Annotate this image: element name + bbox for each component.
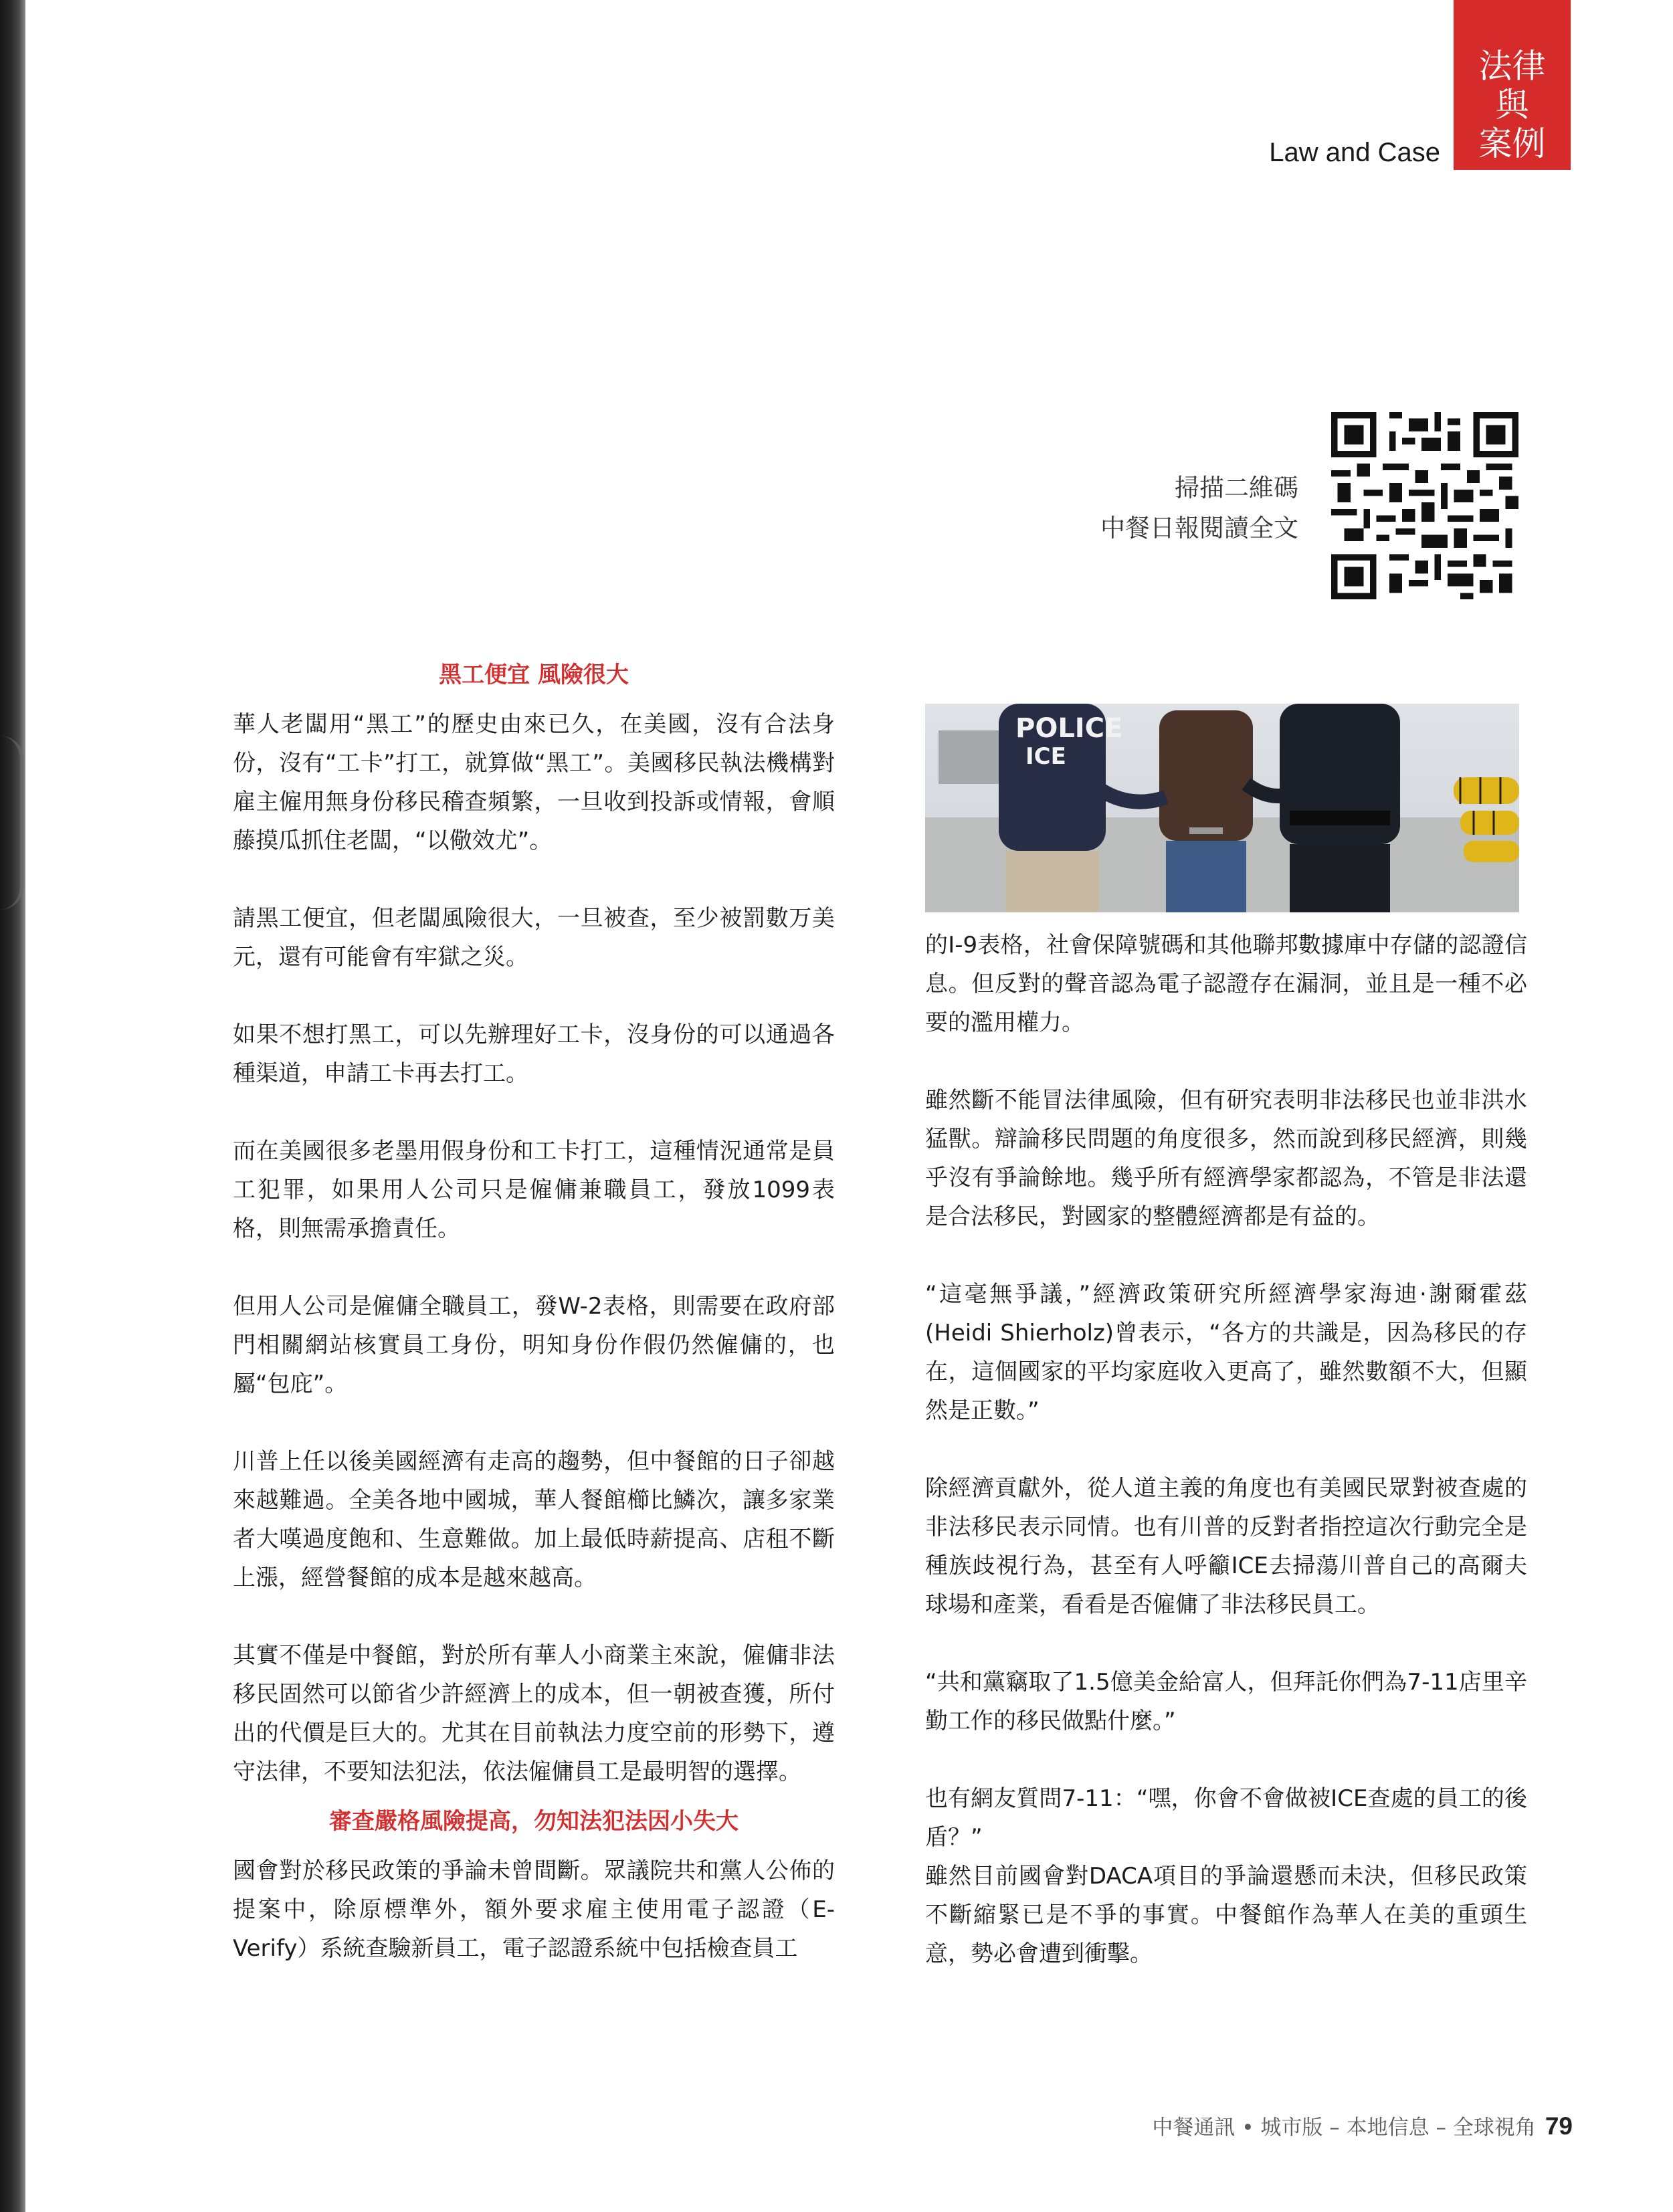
paragraph: 川普上任以後美國經濟有走高的趨勢，但中餐館的日子卻越來越難過。全美各地中國城，華人餐館櫛比鱗次，讓多家業者大嘆過度飽和、生意難做。加上最低時薪提高、店租不斷上漲，經營餐館的成本是越來越高。 bbox=[233, 1448, 835, 1591]
paragraph: 但用人公司是僱傭全職員工，發W-2表格，則需要在政府部門相關網站核實員工身份，明知身份作假仍然僱傭的，也屬“包庇”。 bbox=[233, 1293, 835, 1397]
qr-code-icon[interactable] bbox=[1331, 412, 1518, 599]
section-tag-line-1: 法律 bbox=[1478, 47, 1546, 86]
paragraph: “共和黨竊取了1.5億美金給富人，但拜託你們為7-11店里辛勤工作的移民做點什麼。” bbox=[925, 1669, 1527, 1734]
paragraph: 其實不僅是中餐館，對於所有華人小商業主來說，僱傭非法移民固然可以節省少許經濟上的成本，但一朝被查獲，所付出的代價是巨大的。尤其在目前執法力度空前的形勢下，遵守法律，不要知法犯法，依法僱傭員工是最明智的選擇。 bbox=[233, 1642, 835, 1785]
paragraph: 請黑工便宜，但老闆風險很大，一旦被查，至少被罰數万美元，還有可能會有牢獄之災。 bbox=[233, 905, 835, 971]
section-tag-line-2: 與 bbox=[1495, 86, 1529, 124]
section-tag-line-3: 案例 bbox=[1478, 124, 1546, 163]
section-heading-strict-review: 審查嚴格風險提高，勿知法犯法因小失大 bbox=[329, 1808, 739, 1835]
paragraph: 除經濟貢獻外，從人道主義的角度也有美國民眾對被查處的非法移民表示同情。也有川普的反對者指控這次行動完全是種族歧視行為，甚至有人呼籲ICE去掃蕩川普自己的高爾夫球場和產業，看看是否僱傭了非法移民員工。 bbox=[925, 1475, 1527, 1618]
vest-text-ice: ICE bbox=[1025, 743, 1066, 770]
paragraph: “這毫無爭議，”經濟政策研究所經濟學家海迪·謝爾霍茲(Heidi Shierholz)曾表示，“各方的共識是，因為移民的存在，這個國家的平均家庭收入更高了，雖然數額不大，但顯然是正數。” bbox=[925, 1281, 1527, 1424]
section-heading-cheap-labor: 黑工便宜 風險很大 bbox=[439, 662, 629, 688]
paragraph: 華人老闆用“黑工”的歷史由來已久，在美國，沒有合法身份，沒有“工卡”打工，就算做“黑工”。美國移民執法機構對雇主僱用無身份移民稽查頻繁，一旦收到投訴或情報，會順藤摸瓜抓住老闆，“以儆效尤”。 bbox=[233, 711, 835, 854]
qr-caption bbox=[897, 468, 1298, 548]
page-footer bbox=[1152, 2110, 1573, 2140]
qr-caption-line-2: 中餐日報閱讀全文 bbox=[1100, 514, 1298, 542]
section-tag bbox=[1454, 0, 1571, 170]
paragraph: 雖然目前國會對DACA項目的爭論還懸而未決，但移民政策不斷縮緊已是不爭的事實。中餐館作為華人在美的重頭生意，勢必會遭到衝擊。 bbox=[925, 1863, 1527, 1967]
section-english-title: Law and Case bbox=[1269, 138, 1440, 167]
right-article-column bbox=[925, 926, 1527, 1973]
paragraph: 國會對於移民政策的爭論未曾間斷。眾議院共和黨人公佈的提案中，除原標準外，額外要求雇主使用電子認證（E-Verify）系統查驗新員工，電子認證系統中包括檢查員工 bbox=[233, 1857, 835, 1962]
vest-text-police: POLICE bbox=[1015, 713, 1123, 744]
paragraph: 的I-9表格，社會保障號碼和其他聯邦數據庫中存儲的認證信息。但反對的聲音認為電子認證存在漏洞，並且是一種不必要的濫用權力。 bbox=[925, 932, 1527, 1036]
left-article-column bbox=[233, 656, 835, 1968]
paragraph: 如果不想打黑工，可以先辦理好工卡，沒身份的可以通過各種渠道，申請工卡再去打工。 bbox=[233, 1021, 835, 1087]
page-number: 79 bbox=[1545, 2112, 1573, 2140]
footer-publication: 中餐通訊 • 城市版 – 本地信息 – 全球視角 bbox=[1152, 2116, 1536, 2140]
paragraph: 而在美國很多老墨用假身份和工卡打工，這種情況通常是員工犯罪，如果用人公司只是僱傭兼職員工，發放1099表格，則無需承擔責任。 bbox=[233, 1138, 835, 1242]
qr-caption-line-1: 掃描二維碼 bbox=[1175, 474, 1298, 502]
ice-arrest-photo bbox=[925, 704, 1519, 912]
magazine-spine-shadow bbox=[0, 0, 25, 2212]
paragraph: 雖然斷不能冒法律風險，但有研究表明非法移民也並非洪水猛獸。辯論移民問題的角度很多，然而說到移民經濟，則幾乎沒有爭論餘地。幾乎所有經濟學家都認為，不管是非法還是合法移民，對國家的整體經濟都是有益的。 bbox=[925, 1087, 1527, 1230]
photo-illustration bbox=[925, 704, 1519, 912]
paragraph: 也有網友質問7-11：“嘿，你會不會做被ICE查處的員工的後盾？” bbox=[925, 1785, 1527, 1851]
spine-binding-curve bbox=[0, 736, 24, 910]
